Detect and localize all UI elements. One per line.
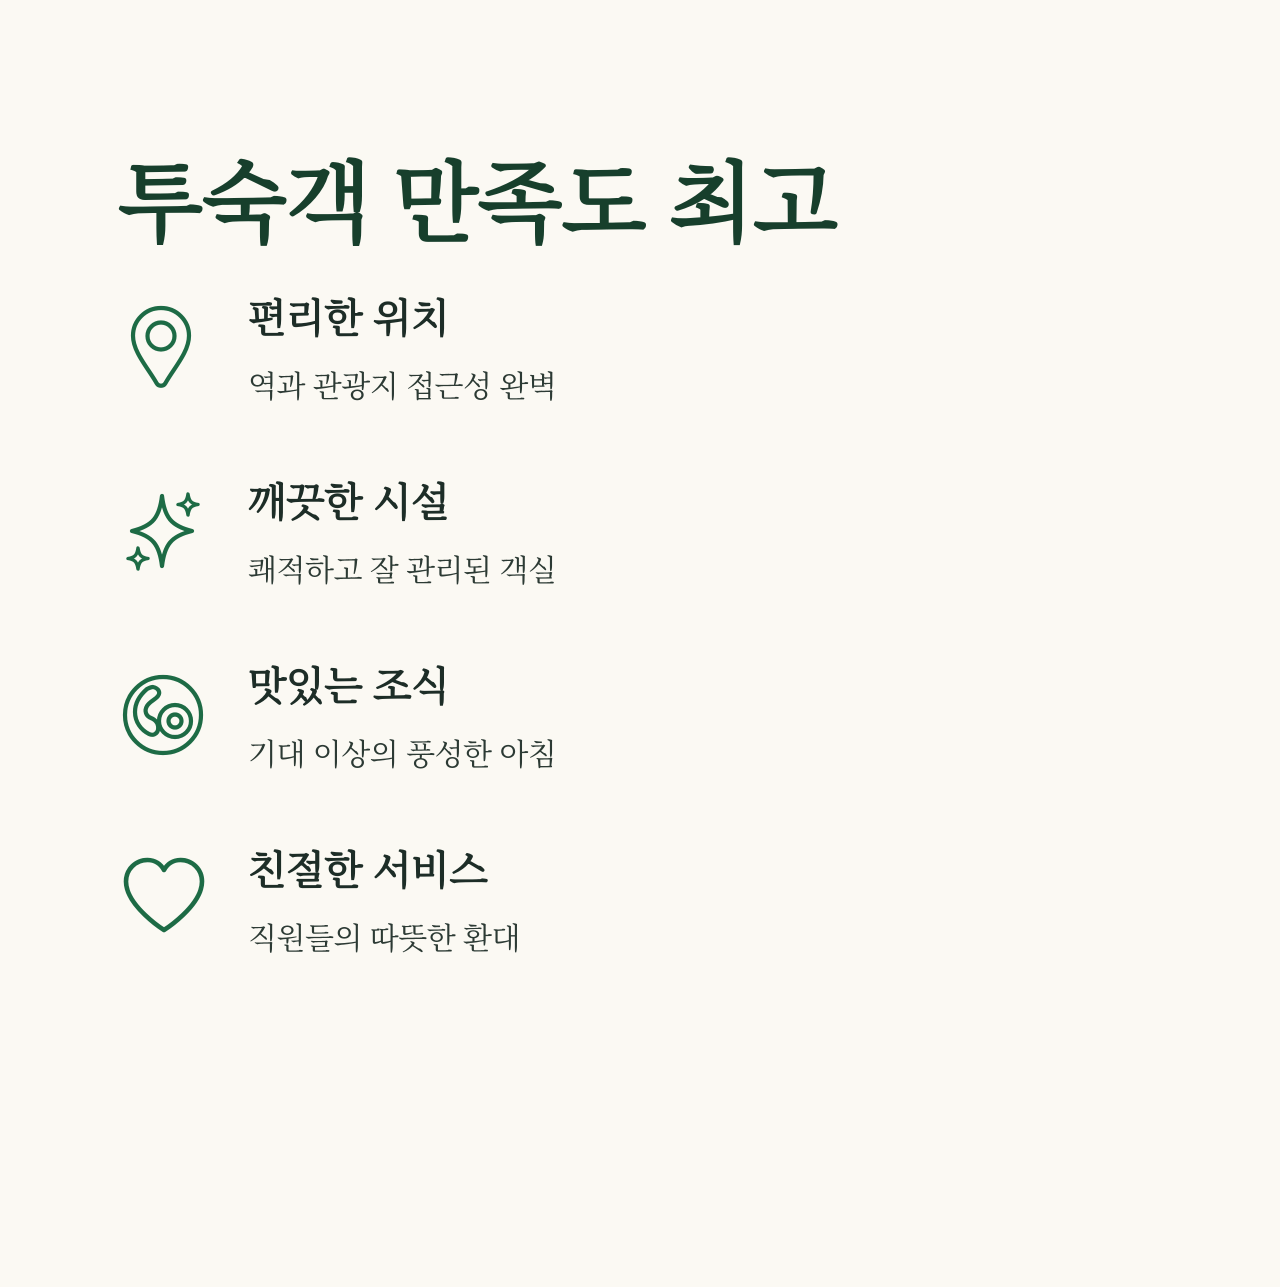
heart-icon [118,848,226,944]
feature-text [226,664,1158,774]
feature-title: 편리한 위치 [248,297,450,341]
location-pin-icon [118,296,226,392]
feature-description: 직원들의 따뜻한 환대 [248,923,520,956]
feature-title: 친절한 서비스 [248,849,488,893]
page-title: 투숙객 만족도 최고 [118,153,837,253]
feature-description: 기대 이상의 풍성한 아침 [248,739,557,772]
sparkle-icon [118,480,226,576]
feature-text [226,848,1158,958]
feature-item [118,480,1158,590]
feature-description: 역과 관광지 접근성 완벽 [248,371,557,404]
feature-item [118,296,1158,406]
feature-list [118,296,1158,958]
feature-title: 깨끗한 시설 [248,481,450,525]
feature-text [226,480,1158,590]
feature-title: 맛있는 조식 [248,665,450,709]
feature-item [118,664,1158,774]
feature-item [118,848,1158,958]
feature-description: 쾌적하고 잘 관리된 객실 [248,555,557,588]
feature-text [226,296,1158,406]
fried-egg-toast-icon [118,664,226,760]
